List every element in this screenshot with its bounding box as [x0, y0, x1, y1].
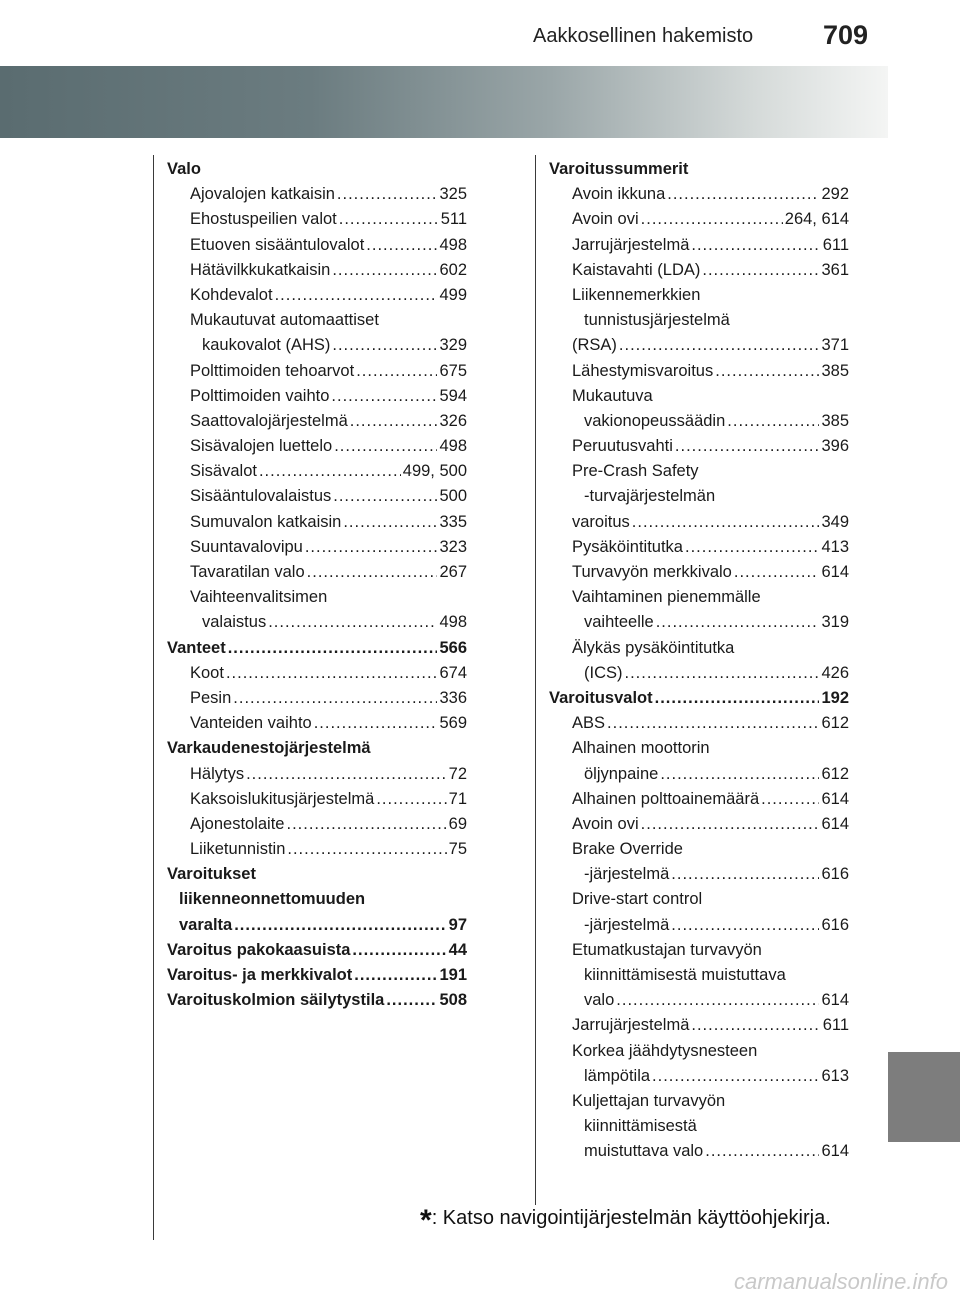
index-entry-page[interactable]: 498: [439, 613, 467, 632]
index-entry-term: Kohdevalot: [190, 285, 273, 304]
index-entry-term: Kuljettajan turvavyön: [572, 1091, 726, 1110]
leader-dots: [667, 185, 819, 204]
leader-dots: [337, 185, 438, 204]
index-entry-term: ABS: [572, 714, 606, 733]
index-entry: [549, 437, 849, 462]
leader-dots: [233, 689, 437, 708]
index-entry-term: -järjestelmä: [584, 865, 670, 884]
index-entry: [549, 362, 849, 387]
index-entry-page[interactable]: 499: [439, 285, 467, 304]
index-entry-term: Hätävilkkukatkaisin: [190, 260, 331, 279]
index-entry-page[interactable]: 611: [822, 235, 849, 254]
index-entry-page[interactable]: 426: [821, 663, 849, 682]
index-entry: [549, 790, 849, 815]
index-entry-term: tunnistusjärjestelmä: [584, 311, 730, 330]
leader-dots: [761, 790, 819, 809]
index-entry: [549, 185, 849, 210]
index-entry: [549, 1016, 849, 1041]
leader-dots: [641, 210, 783, 229]
page-number: 709: [823, 20, 869, 50]
leader-dots: [343, 513, 437, 532]
index-entry-term: -järjestelmä: [584, 915, 670, 934]
index-entry-term: Lähestymisvaroitus: [572, 361, 714, 380]
index-entry-page[interactable]: 385: [821, 411, 849, 430]
leader-dots: [675, 437, 820, 456]
index-entry-term: kiinnittämisestä muistuttava: [584, 966, 786, 984]
index-entry: [167, 412, 467, 437]
index-entry-page[interactable]: 349: [821, 512, 849, 531]
index-entry: [167, 487, 467, 512]
index-entry: [549, 412, 849, 437]
leader-dots: [314, 714, 438, 733]
index-entry-term: Kaistavahti (LDA): [572, 260, 701, 279]
index-entry-term: Varoituskolmion säilytystila: [167, 991, 385, 1010]
header-banner: [0, 66, 888, 138]
index-entry-term: (RSA): [572, 336, 617, 355]
leader-dots: [354, 966, 437, 985]
index-entry: [549, 1067, 849, 1092]
index-entry-page[interactable]: 674: [439, 663, 467, 682]
index-entry-term: Sumuvalon katkaisin: [190, 512, 342, 531]
section-title: Aakkosellinen hakemisto: [533, 25, 754, 47]
index-entry: [167, 210, 467, 235]
index-entry: [167, 966, 467, 991]
index-entry: [549, 588, 849, 613]
leader-dots: [705, 1142, 819, 1161]
index-entry-page[interactable]: 613: [821, 1066, 849, 1085]
index-entry-page[interactable]: 325: [439, 185, 467, 204]
leader-dots: [691, 236, 820, 255]
leader-dots: [307, 563, 438, 582]
index-entry-term: Vaihteenvalitsimen: [190, 588, 328, 607]
index-entry-term: öljynpaine: [584, 764, 659, 783]
index-entry-page[interactable]: 371: [821, 336, 849, 355]
leader-dots: [246, 765, 447, 784]
index-entry-term: Kaksoislukitusjärjestelmä: [190, 789, 375, 808]
index-entry: [167, 765, 467, 790]
index-entry: [549, 916, 849, 941]
leader-dots: [366, 236, 437, 255]
leader-dots: [331, 387, 437, 406]
index-entry-term: Alhainen moottorin: [572, 739, 710, 758]
index-entry: [167, 916, 467, 941]
index-entry: [549, 1142, 849, 1167]
leader-dots: [641, 815, 820, 834]
index-entry-term: Varoitukset: [167, 865, 256, 884]
index-entry: [167, 286, 467, 311]
index-entry: [549, 311, 849, 336]
index-entry-term: liikenneonnettomuuden: [179, 890, 366, 909]
index-entry-term: Vanteiden vaihto: [190, 714, 312, 733]
index-entry-term: Polttimoiden tehoarvot: [190, 361, 355, 380]
index-entry: [167, 236, 467, 261]
leader-dots: [607, 714, 819, 733]
leader-dots: [616, 991, 819, 1010]
index-entry-term: -turvajärjestelmän: [584, 487, 716, 506]
leader-dots: [632, 513, 820, 532]
index-entry-page[interactable]: 292: [821, 185, 849, 204]
index-entry-page[interactable]: 323: [439, 537, 467, 556]
index-entry-page[interactable]: 69: [448, 814, 467, 833]
index-entry: [549, 664, 849, 689]
leader-dots: [685, 538, 819, 557]
leader-dots: [652, 1067, 819, 1086]
leader-dots: [334, 437, 437, 456]
leader-dots: [715, 362, 819, 381]
index-entry: [549, 865, 849, 890]
index-entry-term: Avoin ovi: [572, 814, 639, 833]
index-entry-page[interactable]: 75: [448, 840, 467, 859]
index-entry-term: Drive-start control: [572, 890, 703, 909]
leader-dots: [702, 261, 819, 280]
index-entry: [167, 513, 467, 538]
index-entry: [549, 387, 849, 412]
leader-dots: [352, 941, 446, 960]
index-entry: [167, 185, 467, 210]
leader-dots: [268, 613, 437, 632]
index-entry-term: Tavaratilan valo: [190, 563, 305, 581]
leader-dots: [234, 916, 446, 935]
leader-dots: [671, 865, 819, 884]
index-entry: [549, 236, 849, 261]
index-entry: [167, 387, 467, 412]
index-entry-term: Pysäköintitutka: [572, 537, 683, 556]
leader-dots: [660, 765, 819, 784]
index-entry: [549, 336, 849, 361]
index-entry: [549, 462, 849, 487]
index-entry-page[interactable]: 569: [439, 714, 467, 733]
index-entry: [549, 739, 849, 764]
index-entry-page[interactable]: 500: [439, 487, 467, 506]
index-entry-term: Suuntavalovipu: [190, 537, 303, 556]
leader-dots: [333, 487, 437, 506]
index-entry: [549, 941, 849, 966]
index-entry-term: Liikennemerkkien: [572, 285, 701, 304]
index-entry-page[interactable]: 602: [439, 260, 467, 279]
index-entry: [549, 714, 849, 739]
index-entry: [549, 966, 849, 991]
index-entry-term: Ajovalojen katkaisin: [190, 185, 335, 204]
index-entry: [167, 261, 467, 286]
index-entry: [549, 286, 849, 311]
index-entry-term: valaistus: [202, 613, 267, 632]
index-entry-term: muistuttava valo: [584, 1142, 704, 1161]
leader-dots: [228, 639, 438, 658]
index-entry: [549, 160, 849, 185]
index-entry: [549, 1092, 849, 1117]
index-entry: [549, 991, 849, 1016]
index-entry-term: Ehostuspeilien valot: [190, 210, 337, 229]
index-entry-page[interactable]: 396: [821, 437, 849, 456]
index-entry: [167, 664, 467, 689]
leader-dots: [691, 1016, 820, 1035]
leader-dots: [287, 840, 446, 859]
leader-dots: [275, 286, 438, 305]
index-entry-page[interactable]: 614: [821, 563, 849, 581]
index-entry: [167, 714, 467, 739]
index-entry-term: kaukovalot (AHS): [202, 336, 331, 355]
index-entry-term: Etuoven sisääntulovalot: [190, 235, 365, 254]
leader-dots: [305, 538, 438, 557]
index-entry-term: Peruutusvahti: [572, 437, 673, 456]
index-entry-page[interactable]: 192: [821, 688, 849, 707]
index-entry: [167, 689, 467, 714]
index-entry-term: Varkaudenestojärjestelmä: [167, 739, 371, 758]
column-divider: [535, 155, 536, 1205]
index-entry: [167, 588, 467, 613]
leader-dots: [727, 412, 819, 431]
index-entry: [167, 639, 467, 664]
index-entry: [167, 336, 467, 361]
footnote-star: *: [420, 1204, 432, 1237]
index-entry-term: Avoin ovi: [572, 210, 639, 229]
index-entry-term: Avoin ikkuna: [572, 185, 666, 204]
index-entry-term: (ICS): [584, 663, 623, 682]
index-entry: [549, 890, 849, 915]
leader-dots: [655, 689, 820, 708]
left-column-rule: [153, 155, 154, 1240]
leader-dots: [332, 336, 437, 355]
chapter-tab[interactable]: [888, 1052, 960, 1142]
index-entry: [549, 815, 849, 840]
index-entry-page[interactable]: 264, 614: [784, 210, 849, 229]
index-entry-page[interactable]: 508: [439, 991, 467, 1010]
watermark: carmanualsonline.info: [733, 1269, 948, 1294]
index-entry-term: Valo: [167, 160, 201, 178]
index-entry-term: Pre-Crash Safety: [572, 462, 699, 481]
index-entry: [167, 865, 467, 890]
index-entry-term: varalta: [179, 915, 233, 934]
index-entry-page[interactable]: 616: [821, 915, 849, 934]
index-entry: [549, 689, 849, 714]
index-entry-term: Etumatkustajan turvavyön: [572, 940, 762, 959]
index-entry: [167, 790, 467, 815]
index-entry-page[interactable]: 498: [439, 437, 467, 456]
index-entry-term: Liiketunnistin: [190, 840, 286, 859]
index-entry-term: Ajonestolaite: [190, 814, 285, 833]
index-entry-term: Jarrujärjestelmä: [572, 235, 690, 254]
index-entry-term: Hälytys: [190, 764, 245, 783]
index-entry-term: Varoitus pakokaasuista: [167, 940, 351, 959]
index-entry: [549, 613, 849, 638]
index-entry-term: Jarrujärjestelmä: [572, 1016, 690, 1035]
index-entry-term: Saattovalojärjestelmä: [190, 411, 348, 430]
index-entry: [167, 160, 467, 185]
index-entry: [167, 890, 467, 915]
index-column-left: [167, 160, 467, 1016]
index-entry: [549, 261, 849, 286]
index-entry: [167, 437, 467, 462]
index-entry-term: lämpötila: [584, 1066, 651, 1085]
index-entry: [549, 210, 849, 235]
index-entry: [549, 639, 849, 664]
index-entry-term: Alhainen polttoainemäärä: [572, 789, 760, 808]
index-entry-page[interactable]: 335: [439, 512, 467, 531]
index-entry-term: valo: [584, 991, 615, 1010]
index-entry-page[interactable]: 385: [821, 361, 849, 380]
index-entry-term: kiinnittämisestä: [584, 1117, 697, 1136]
index-entry-page[interactable]: 71: [448, 789, 467, 808]
footnote: [420, 1204, 831, 1238]
leader-dots: [671, 916, 819, 935]
index-entry-page[interactable]: 511: [440, 210, 467, 229]
index-entry-page[interactable]: 326: [439, 411, 467, 430]
index-entry: [167, 563, 467, 588]
index-entry-page[interactable]: 361: [821, 260, 849, 279]
index-entry: [549, 538, 849, 563]
index-entry-term: Sisävalojen luettelo: [190, 437, 333, 456]
leader-dots: [376, 790, 446, 809]
index-entry-page[interactable]: 614: [821, 1142, 849, 1161]
index-entry-page[interactable]: 329: [439, 336, 467, 355]
index-entry-page[interactable]: 499, 500: [402, 462, 467, 481]
index-entry-term: vakionopeussäädin: [584, 411, 726, 430]
index-entry-term: Varoitus- ja merkkivalot: [167, 966, 353, 984]
index-entry: [549, 1117, 849, 1142]
index-entry-term: Koot: [190, 663, 224, 682]
index-entry-page[interactable]: 413: [821, 537, 849, 556]
index-entry-page[interactable]: 614: [821, 789, 849, 808]
index-entry-page[interactable]: 44: [448, 940, 467, 959]
index-entry-term: vaihteelle: [584, 613, 654, 632]
leader-dots: [356, 362, 437, 381]
leader-dots: [286, 815, 446, 834]
index-entry-page[interactable]: 566: [439, 638, 467, 657]
footnote-text: : Katso navigointijärjestelmän käyttöohjekirja.: [431, 1207, 831, 1229]
leader-dots: [226, 664, 438, 683]
index-entry-page[interactable]: 498: [439, 235, 467, 254]
index-entry: [167, 613, 467, 638]
index-entry: [549, 487, 849, 512]
index-entry-term: Sisääntulovalaistus: [190, 487, 332, 506]
index-entry: [167, 362, 467, 387]
index-entry: [167, 815, 467, 840]
leader-dots: [734, 563, 820, 582]
leader-dots: [332, 261, 437, 280]
index-entry-page[interactable]: 191: [439, 966, 467, 984]
index-entry-term: Pesin: [190, 688, 232, 707]
index-entry-page[interactable]: 614: [821, 814, 849, 833]
index-entry-page[interactable]: 614: [821, 991, 849, 1010]
leader-dots: [619, 336, 820, 355]
index-entry-term: Varoitussummerit: [549, 160, 689, 178]
index-entry: [549, 1042, 849, 1067]
index-entry-page[interactable]: 616: [821, 865, 849, 884]
index-entry-term: Brake Override: [572, 840, 683, 859]
index-entry-page[interactable]: 612: [821, 714, 849, 733]
index-entry-page[interactable]: 319: [821, 613, 849, 632]
index-entry-page[interactable]: 612: [821, 764, 849, 783]
index-entry-term: Mukautuva: [572, 386, 653, 405]
leader-dots: [386, 991, 437, 1010]
index-entry: [167, 462, 467, 487]
index-column-right: [549, 160, 849, 1168]
index-entry-term: Turvavyön merkkivalo: [572, 563, 732, 581]
index-entry-term: varoitus: [572, 512, 630, 531]
index-entry-page[interactable]: 594: [439, 386, 467, 405]
index-entry: [549, 765, 849, 790]
index-entry: [167, 941, 467, 966]
leader-dots: [625, 664, 820, 683]
index-entry: [549, 513, 849, 538]
index-entry-page[interactable]: 267: [439, 563, 467, 581]
index-entry: [549, 840, 849, 865]
index-entry: [167, 311, 467, 336]
leader-dots: [350, 412, 438, 431]
index-entry-page[interactable]: 336: [439, 688, 467, 707]
index-entry-page[interactable]: 611: [822, 1016, 849, 1035]
index-entry: [167, 739, 467, 764]
index-entry-page[interactable]: 675: [439, 361, 467, 380]
index-entry-term: Sisävalot: [190, 462, 257, 481]
index-entry-term: Korkea jäähdytysnesteen: [572, 1041, 758, 1060]
leader-dots: [656, 613, 820, 632]
index-entry-term: Vanteet: [167, 638, 226, 657]
leader-dots: [259, 462, 401, 481]
index-entry-term: Varoitusvalot: [549, 688, 653, 707]
index-entry-term: Älykäs pysäköintitutka: [572, 638, 735, 657]
index-entry-term: Mukautuvat automaattiset: [190, 311, 379, 330]
index-entry: [549, 563, 849, 588]
leader-dots: [339, 210, 439, 229]
index-entry-page[interactable]: 72: [448, 764, 467, 783]
index-entry-page[interactable]: 97: [448, 915, 467, 934]
index-entry: [167, 991, 467, 1016]
index-entry: [167, 840, 467, 865]
index-entry-term: Polttimoiden vaihto: [190, 386, 330, 405]
index-entry-term: Vaihtaminen pienemmälle: [572, 588, 761, 607]
index-entry: [167, 538, 467, 563]
page-header: [0, 0, 960, 66]
